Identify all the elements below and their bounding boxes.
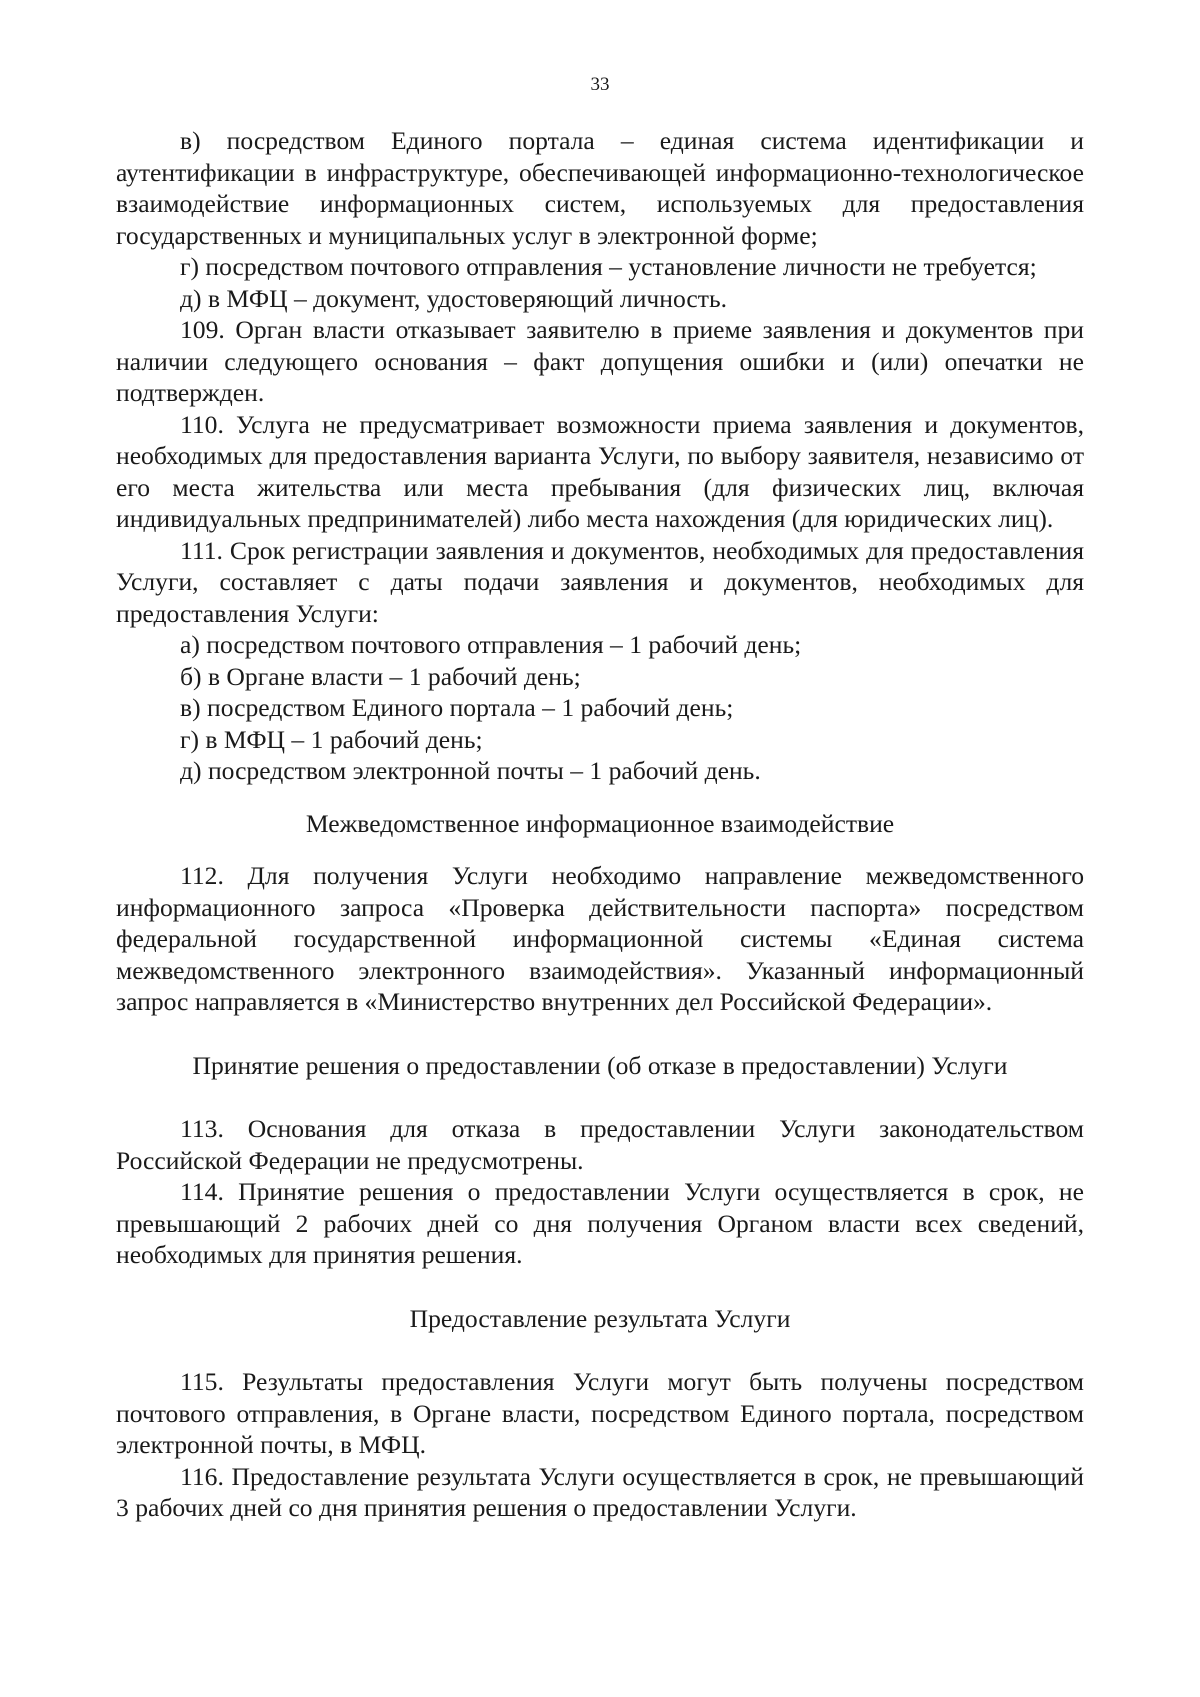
- paragraph-116: 116. Предоставление результата Услуги осуществляется в срок, не превышающий 3 рабочих дней со дня принятия решения о предоставлении Услуги.: [116, 1461, 1084, 1522]
- page-number: 33: [590, 74, 610, 95]
- paragraph-113: 113. Основания для отказа в предоставлении Услуги законодательством Российской Федерации не предусмотрены.: [116, 1114, 1084, 1175]
- paragraph-111-item-b: б) в Органе власти – 1 рабочий день;: [180, 661, 581, 691]
- section-heading-result: Предоставление результата Услуги: [409, 1303, 791, 1333]
- paragraph-item-d-mfc: д) в МФЦ – документ, удостоверяющий личность.: [180, 283, 728, 313]
- paragraph-item-v-identification: в) посредством Единого портала – единая система идентификации и аутентификации в инфраструктуре, обеспечивающей информационно-технологическое взаимодействие информационных систем, используемых для предоставления государственных и муниципальных услуг в электронной форме;: [116, 126, 1084, 250]
- document-body: [116, 125, 1084, 1524]
- paragraph-111-item-g: г) в МФЦ – 1 рабочий день;: [180, 724, 483, 754]
- section-heading-interagency: Межведомственное информационное взаимодействие: [305, 808, 895, 838]
- paragraph-109: 109. Орган власти отказывает заявителю в приеме заявления и документов при наличии следующего основания – факт допущения ошибки и (или) опечатки не подтвержден.: [116, 315, 1084, 407]
- paragraph-111-item-v: в) посредством Единого портала – 1 рабочий день;: [180, 693, 734, 722]
- paragraph-111-item-d: д) посредством электронной почты – 1 рабочий день.: [180, 756, 761, 785]
- paragraph-item-g-postal: г) посредством почтового отправления – установление личности не требуется;: [180, 252, 1037, 281]
- paragraph-115: 115. Результаты предоставления Услуги могут быть получены посредством почтового отправления, в Органе власти, посредством Единого портала, посредством электронной почты, в МФЦ.: [116, 1367, 1084, 1459]
- paragraph-110: 110. Услуга не предусматривает возможности приема заявления и документов, необходимых для предоставления варианта Услуги, по выбору заявителя, независимо от его места жительства или места пребывания (для физических лиц, включая индивидуальных предпринимателей) либо места нахождения (для юридических лиц).: [116, 409, 1084, 533]
- paragraph-114: 114. Принятие решения о предоставлении Услуги осуществляется в срок, не превышающий 2 рабочих дней со дня получения Органом власти всех сведений, необходимых для принятия решения.: [116, 1177, 1084, 1269]
- paragraph-111: 111. Срок регистрации заявления и документов, необходимых для предоставления Услуги, составляет с даты подачи заявления и документов, необходимых для предоставления Услуги:: [116, 535, 1084, 628]
- paragraph-111-item-a: а) посредством почтового отправления – 1 рабочий день;: [180, 630, 802, 659]
- paragraph-112: 112. Для получения Услуги необходимо направление межведомственного информационного запроса «Проверка действительности паспорта» посредством федеральной государственной информационной системы «Единая система межведомственного электронного взаимодействия». Указанный информационный запрос направляется в «Министерство внутренних дел Российской Федерации».: [116, 861, 1084, 1016]
- section-heading-decision: Принятие решения о предоставлении (об отказе в предоставлении) Услуги: [192, 1050, 1008, 1080]
